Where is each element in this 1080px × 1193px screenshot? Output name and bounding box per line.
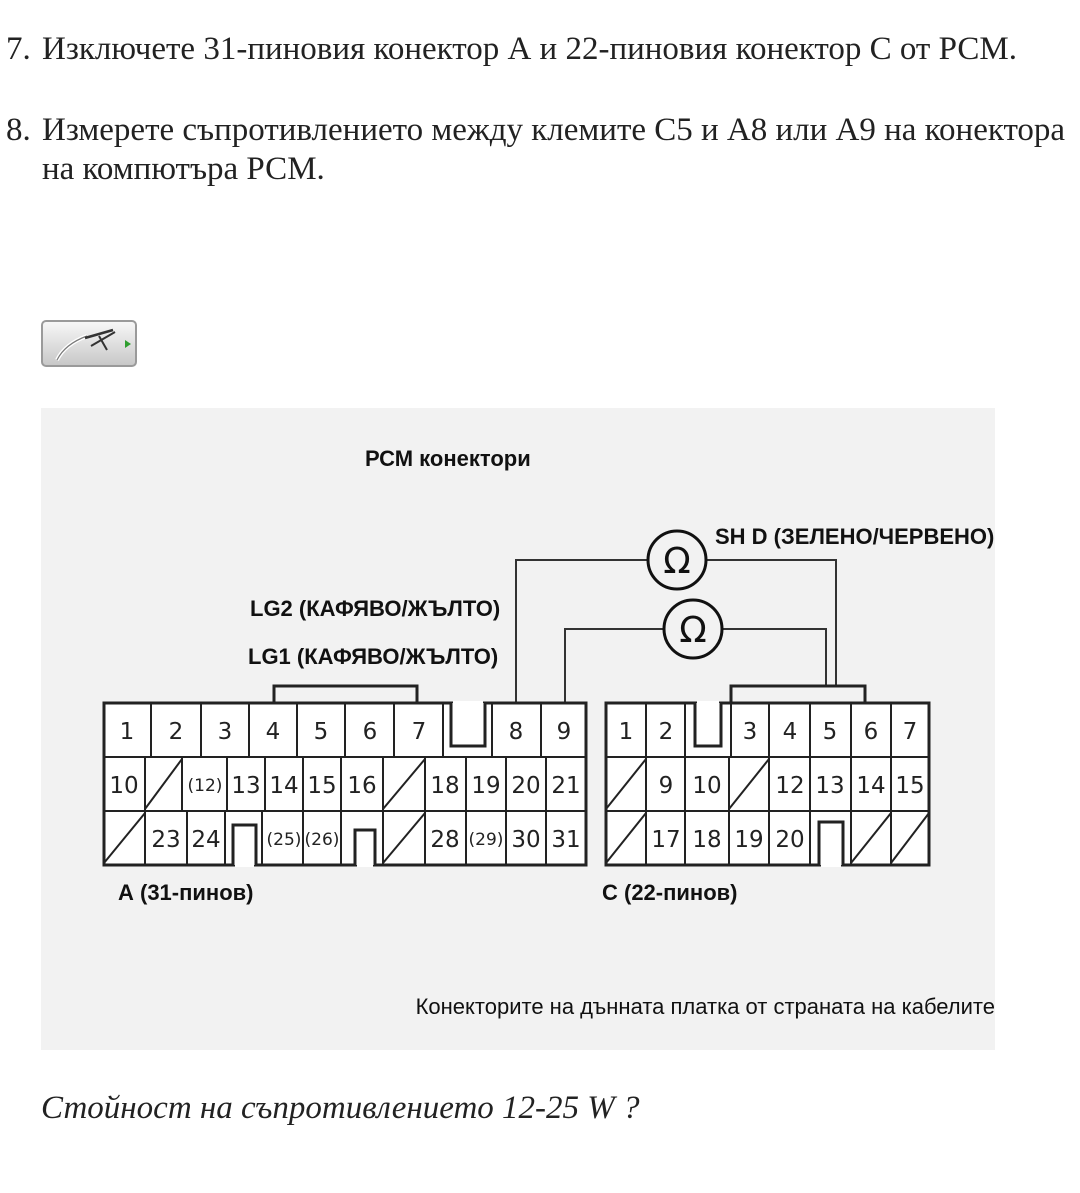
pin-label: 7 [902,719,918,745]
pin-label: 20 [511,773,541,799]
pin-label: 9 [556,719,572,745]
step-text: Измерете съпротивлението между клемите С5 и А8 или А9 на конектора на компютъра РСМ. [42,112,1066,187]
wire-label-lg1: LG1 (КАФЯВО/ЖЪЛТО) [248,644,499,669]
ohmmeter-lg [664,600,722,658]
pin-label: (12) [187,776,223,796]
pin-label: 12 [775,773,805,799]
pin-label: 6 [362,719,378,745]
meter-label: SH D (ЗЕЛЕНО/ЧЕРВЕНО) [715,524,995,549]
pin-label: 3 [217,719,233,745]
pin-label: 1 [119,719,135,745]
pin-label: 8 [508,719,524,745]
pin-label: 16 [347,773,377,799]
pin-label: 5 [313,719,329,745]
pin-label: 13 [815,773,845,799]
pin-label: 3 [742,719,758,745]
footer-note: Конекторите на дънната платка от страната на кабелите [415,994,995,1019]
pin-label: 14 [856,773,886,799]
resistance-question: Стойност на съпротивлението 12-25 W ? [41,1090,640,1126]
pin-label: 23 [151,827,181,853]
pin-label: 18 [692,827,722,853]
pin-label: 20 [775,827,805,853]
pin-label: 14 [269,773,299,799]
step-number: 7. [6,31,31,67]
diagram-title: РСМ конектори [365,446,531,471]
connector-c-label: С (22-пинов) [602,880,738,905]
pin-label: 18 [430,773,460,799]
pin-label: (26) [304,830,340,850]
pin-label: 31 [551,827,581,853]
pin-label: (29) [468,830,504,850]
pin-label: 19 [734,827,764,853]
pin-label: 4 [265,719,281,745]
wire-label-lg2: LG2 (КАФЯВО/ЖЪЛТО) [250,596,501,621]
pin-label: 15 [895,773,925,799]
pin-label: 13 [231,773,261,799]
ohmmeter-shd [648,531,706,589]
pin-label: 1 [618,719,634,745]
pin-label: 30 [511,827,541,853]
step-text: Изключете 31-пиновия конектор А и 22-пиновия конектор С от РСМ. [42,31,1017,67]
pin-label: 21 [551,773,581,799]
ohm-symbol: Ω [679,610,707,651]
pin-label: 28 [430,827,460,853]
pin-label: 5 [822,719,838,745]
connector-a-label: А (31-пинов) [118,880,254,905]
pin-label: 9 [658,773,674,799]
pin-label: (25) [266,830,302,850]
pin-label: 24 [191,827,221,853]
pin-label: 10 [692,773,722,799]
pin-label: 17 [651,827,681,853]
pin-label: 4 [782,719,798,745]
pin-label: 2 [658,719,674,745]
ohm-symbol: Ω [663,541,691,582]
pin-label: 7 [411,719,427,745]
step-number: 8. [6,112,31,148]
pin-label: 2 [168,719,184,745]
pin-label: 19 [471,773,501,799]
pin-label: 6 [863,719,879,745]
pin-label: 15 [307,773,337,799]
pin-label: 10 [109,773,139,799]
